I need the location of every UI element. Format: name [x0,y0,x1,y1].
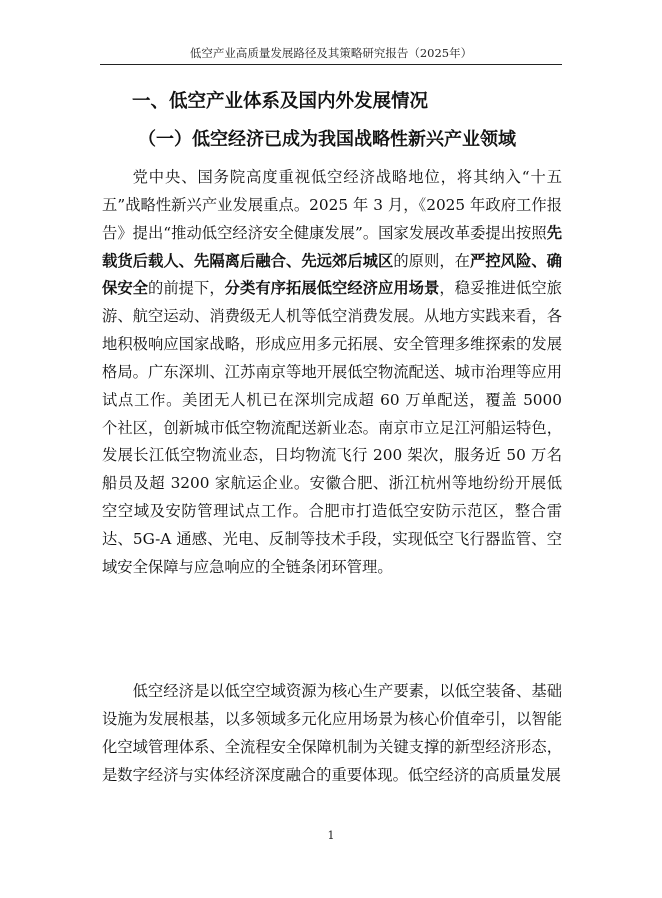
page-number: 1 [327,829,335,842]
paragraph-text: 的原则，在 [393,251,470,270]
section-heading: 一、低空产业体系及国内外发展情况 [132,91,429,112]
body-paragraph-1 [102,164,562,582]
paragraph-text: 党中央、国务院高度重视低空经济战略地位，将其纳入“十五五”战略性新兴产业发展重点。2025 年 3 月，《2025 年政府工作报告》提出“推动低空经济安全健康发展”。国家发展改革委提出按照 [102,168,562,242]
paragraph-text: 的前提下， [148,279,225,298]
bold-emphasis: 严控风险、确保安全 [102,251,562,298]
subsection-heading: （一）低空经济已成为我国战略性新兴产业领域 [138,129,516,150]
bold-emphasis: 先载货后载人、先隔离后融合、先远郊后城区 [102,223,562,270]
paragraph-text: ，稳妥推进低空旅游、航空运动、消费级无人机等低空消费发展。从地方实践来看，各地积极响应国家战略，形成应用多元拓展、安全管理多维探索的发展格局。广东深圳、江苏南京等地开展低空物流配送、城市治理等应用试点工作。美团无人机已在深圳完成超 60 万单配送，覆盖 5000 个社区，创新城市低空物流配送新业态。南京市立足江河船运特色，发展长江低空物流业态，日均物流飞行 200 架次，服务近 50 万名船员及超 3200 家航运企业。安徽合肥、浙江杭州等地纷纷开展低空空域及安防管理试点工作。合肥市打造低空安防示范区，整合雷达、5G-A 通感、光电、反制等技术手段，实现低空飞行器监管、空域安全保障与应急响应的全链条闭环管理。 [102,279,562,576]
header-divider [100,64,562,65]
bold-emphasis: 分类有序拓展低空经济应用场景 [224,279,440,298]
running-header: 低空产业高质量发展路径及其策略研究报告（2025年） [189,46,473,60]
body-paragraph-2: 低空经济是以低空空域资源为核心生产要素，以低空装备、基础设施为发展根基，以多领域多元化应用场景为核心价值牵引，以智能化空域管理体系、全流程安全保障机制为关键支撑的新型经济形态，是数字经济与实体经济深度融合的重要体现。低空经济的高质量发展 [102,682,562,784]
